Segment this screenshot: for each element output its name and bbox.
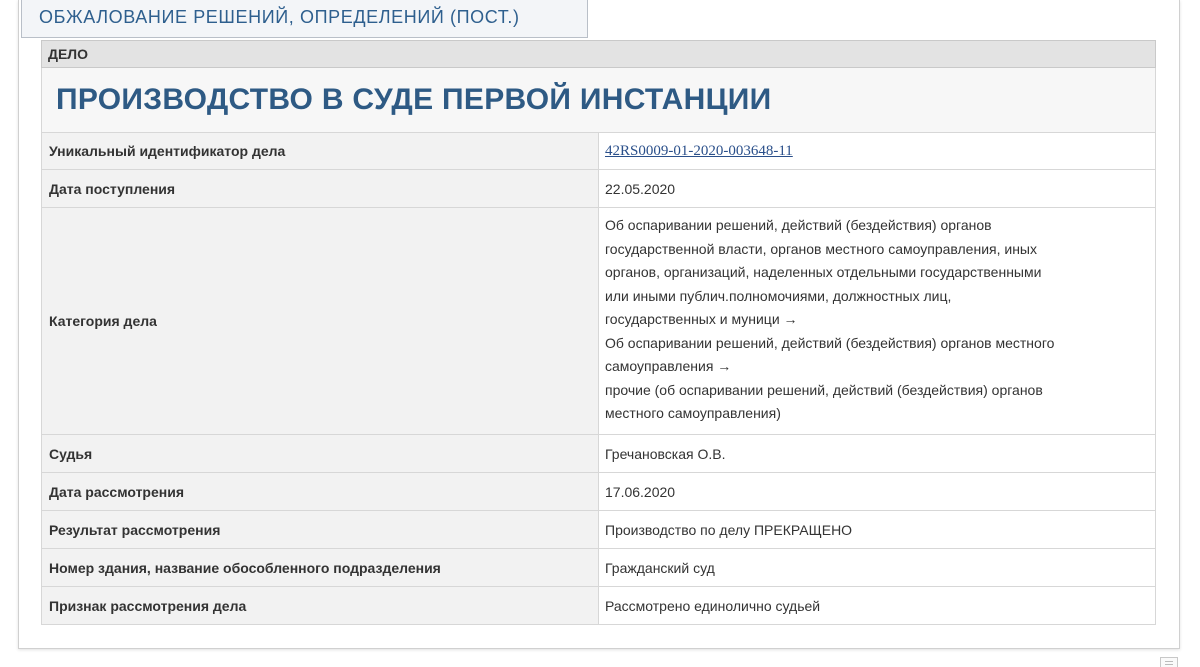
review-sign-value: Рассмотрено единолично судьей [599, 587, 1156, 625]
tab-appeal-decisions[interactable]: ОБЖАЛОВАНИЕ РЕШЕНИЙ, ОПРЕДЕЛЕНИЙ (ПОСТ.) [21, 0, 588, 38]
table-row [42, 208, 1156, 435]
category-value [599, 208, 1156, 435]
result-value: Производство по делу ПРЕКРАЩЕНО [599, 511, 1156, 549]
building-label: Номер здания, название обособленного подразделения [42, 549, 599, 587]
uid-value-cell [599, 133, 1156, 170]
review-date-value: 17.06.2020 [599, 473, 1156, 511]
table-row [42, 170, 1156, 208]
case-info-table [41, 40, 1156, 625]
category-line: органов, организаций, наделенных отдельными государственными [605, 264, 1042, 281]
building-value: Гражданский суд [599, 549, 1156, 587]
category-line: государственных и муници → [605, 311, 798, 328]
uid-link[interactable]: 42RS0009-01-2020-003648-11 [605, 143, 793, 159]
judge-value: Гречановская О.В. [599, 435, 1156, 473]
page-title: ПРОИЗВОДСТВО В СУДЕ ПЕРВОЙ ИНСТАНЦИИ [56, 83, 772, 116]
table-row [42, 549, 1156, 587]
table-row [42, 511, 1156, 549]
judge-label: Судья [42, 435, 599, 473]
uid-label: Уникальный идентификатор дела [42, 133, 599, 170]
table-row [42, 473, 1156, 511]
category-line: местного самоуправления) [605, 405, 781, 422]
category-line: самоуправления → [605, 358, 732, 375]
review-sign-label: Признак рассмотрения дела [42, 587, 599, 625]
result-label: Результат рассмотрения [42, 511, 599, 549]
print-icon[interactable] [1160, 657, 1178, 667]
category-line: государственной власти, органов местного самоуправления, иных [605, 240, 1037, 257]
section-title-cell [42, 68, 1156, 133]
table-row [42, 133, 1156, 170]
received-date-value: 22.05.2020 [599, 170, 1156, 208]
table-row [42, 587, 1156, 625]
category-line: прочие (об оспаривании решений, действий (бездействия) органов [605, 381, 1043, 398]
table-row [42, 435, 1156, 473]
received-date-label: Дата поступления [42, 170, 599, 208]
category-line: Об оспаривании решений, действий (бездействия) органов [605, 217, 992, 234]
section-header: ДЕЛО [42, 41, 1156, 68]
category-label: Категория дела [42, 208, 599, 435]
category-line: Об оспаривании решений, действий (бездействия) органов местного [605, 334, 1055, 351]
review-date-label: Дата рассмотрения [42, 473, 599, 511]
category-line: или иными публич.полномочиями, должностных лиц, [605, 287, 952, 304]
